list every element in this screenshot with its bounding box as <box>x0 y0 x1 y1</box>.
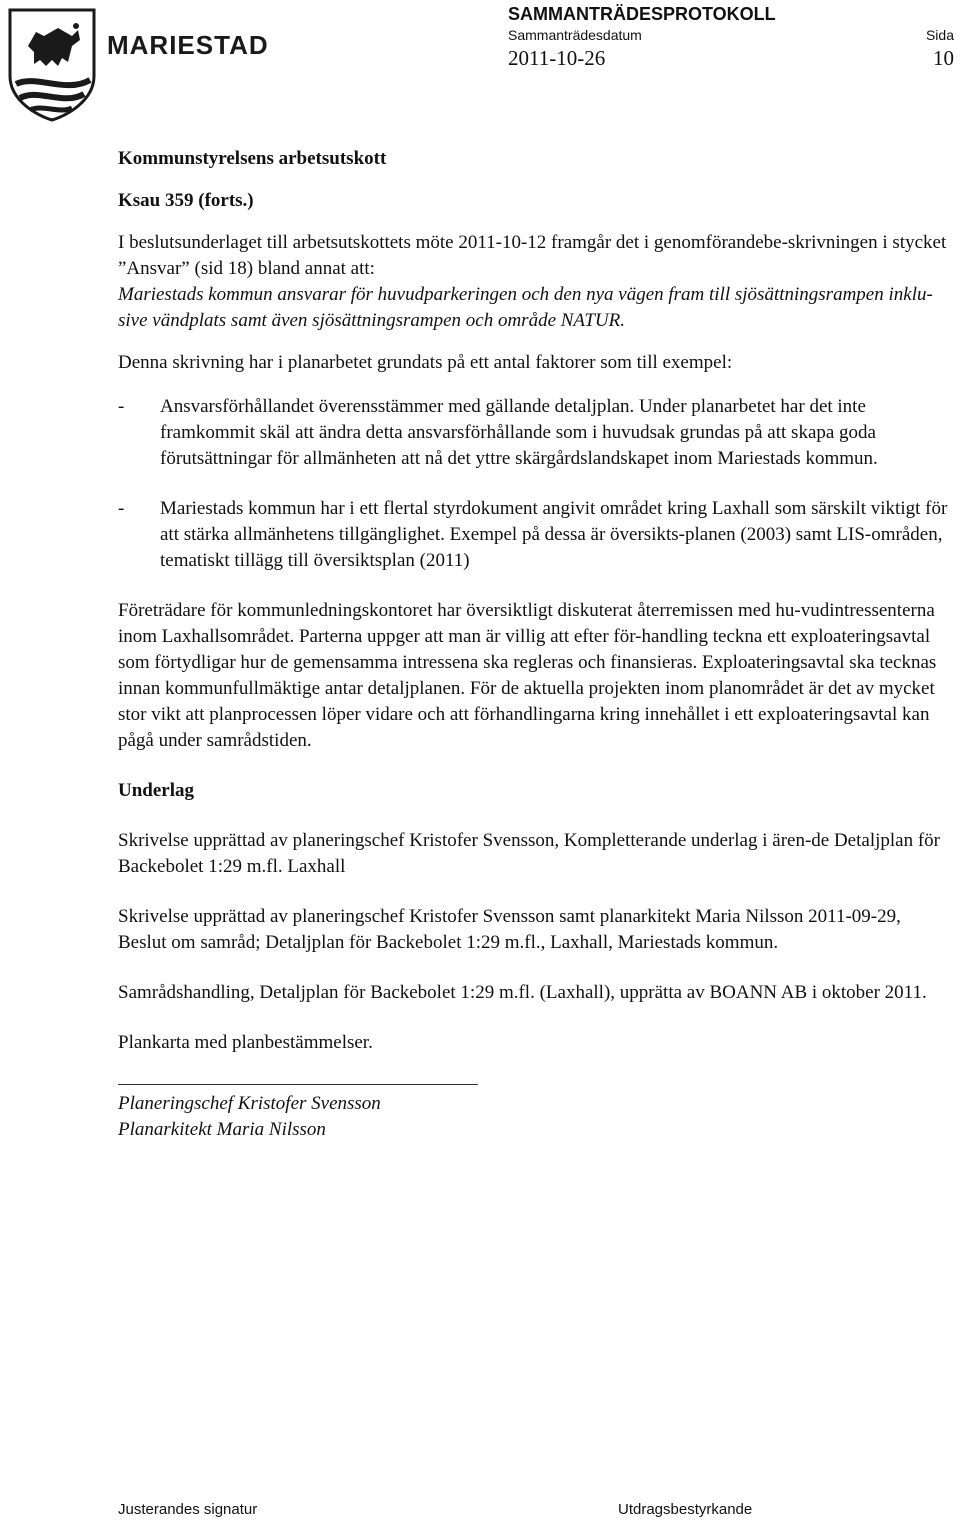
underlag-heading: Underlag <box>118 780 194 801</box>
intro-paragraph: I beslutsunderlaget till arbetsutskottets möte 2011-10-12 framgår det i genomförandebe-skrivningen i stycket ”Ansvar” (sid 18) bland annat att: <box>118 232 947 279</box>
logo-wordmark: MARIESTAD <box>107 30 269 60</box>
list-item-text: Ansvarsförhållandet överensstämmer med gällande detaljplan. Under planarbetet har det inte framkommit skäl att ändra detta ansvarsförhållande som i huvudsak grundas på att skapa goda förutsättningar för allmänheten att nå det yttre skärgårdslandskapet inom Mariestads kommun. <box>160 396 878 469</box>
date-label: Sammanträdesdatum <box>508 27 642 43</box>
discussion-paragraph: Företrädare för kommunledningskontoret har översiktligt diskuterat återremissen med hu-vudintressenterna inom Laxhallsområdet. Parterna uppger att man är villig att efter för-handling teckna ett exploateringsavtal som förtydligar hur de gemensamma intressena ska regleras och finansieras. Exploateringsavtal ska tecknas innan kommunfullmäktige antar detaljplanen. För de aktuella projekten inom planområdet är det av mycket stor vikt att planprocessen löper vidare och att förhandlingarna kring innehållet i ett exploateringsavtal kan pågå under samrådstiden. <box>118 600 937 751</box>
signature-line <box>118 1084 478 1085</box>
document-body <box>118 146 952 1143</box>
meeting-date: 2011-10-26 <box>508 46 606 70</box>
page-number: 10 <box>933 46 954 70</box>
page-label: Sida <box>925 27 954 43</box>
underlag-item: Skrivelse upprättad av planeringschef Kristofer Svensson samt planarkitekt Maria Nilsson 2011-09-29, Beslut om samråd; Detaljplan för Backebolet 1:29 m.fl., Laxhall, Mariestads kommun. <box>118 906 901 953</box>
footer-certification-label: Utdragsbestyrkande <box>618 1501 753 1518</box>
list-item <box>118 496 952 574</box>
document-title: SAMMANTRÄDESPROTOKOLL <box>508 4 776 24</box>
bullet-dash: - <box>118 396 125 417</box>
signature-name: Planarkitekt Maria Nilsson <box>118 1119 326 1140</box>
quoted-text: Mariestads kommun ansvarar för huvudparkeringen och den nya vägen fram till sjösättningsrampen inklu-sive vändplats samt även sjösättningsrampen och område NATUR. <box>118 284 933 331</box>
mariestad-logo <box>6 6 98 127</box>
signature-name: Planeringschef Kristofer Svensson <box>118 1093 381 1114</box>
bullet-dash: - <box>118 498 125 519</box>
underlag-item: Skrivelse upprättad av planeringschef Kristofer Svensson, Kompletterande underlag i ären-de Detaljplan för Backebolet 1:29 m.fl. Laxhall <box>118 830 941 877</box>
list-item <box>118 394 952 472</box>
section-reference: Ksau 359 (forts.) <box>118 190 254 211</box>
underlag-item: Plankarta med planbestämmelser. <box>118 1032 373 1053</box>
committee-name: Kommunstyrelsens arbetsutskott <box>118 148 387 169</box>
underlag-item: Samrådshandling, Detaljplan för Backebolet 1:29 m.fl. (Laxhall), upprätta av BOANN AB i oktober 2011. <box>118 982 927 1003</box>
coat-of-arms-icon <box>6 6 98 122</box>
list-item-text: Mariestads kommun har i ett flertal styrdokument angivit området kring Laxhall som särskilt viktigt för att stärka allmänhetens tillgänglighet. Exempel på dessa är översikts-planen (2003) samt LIS-områden, tematiskt tillägg till översiktsplan (2011) <box>160 498 948 571</box>
footer-signature-label: Justerandes signatur <box>118 1501 258 1518</box>
lead-paragraph: Denna skrivning har i planarbetet grundats på ett antal faktorer som till exempel: <box>118 352 733 373</box>
